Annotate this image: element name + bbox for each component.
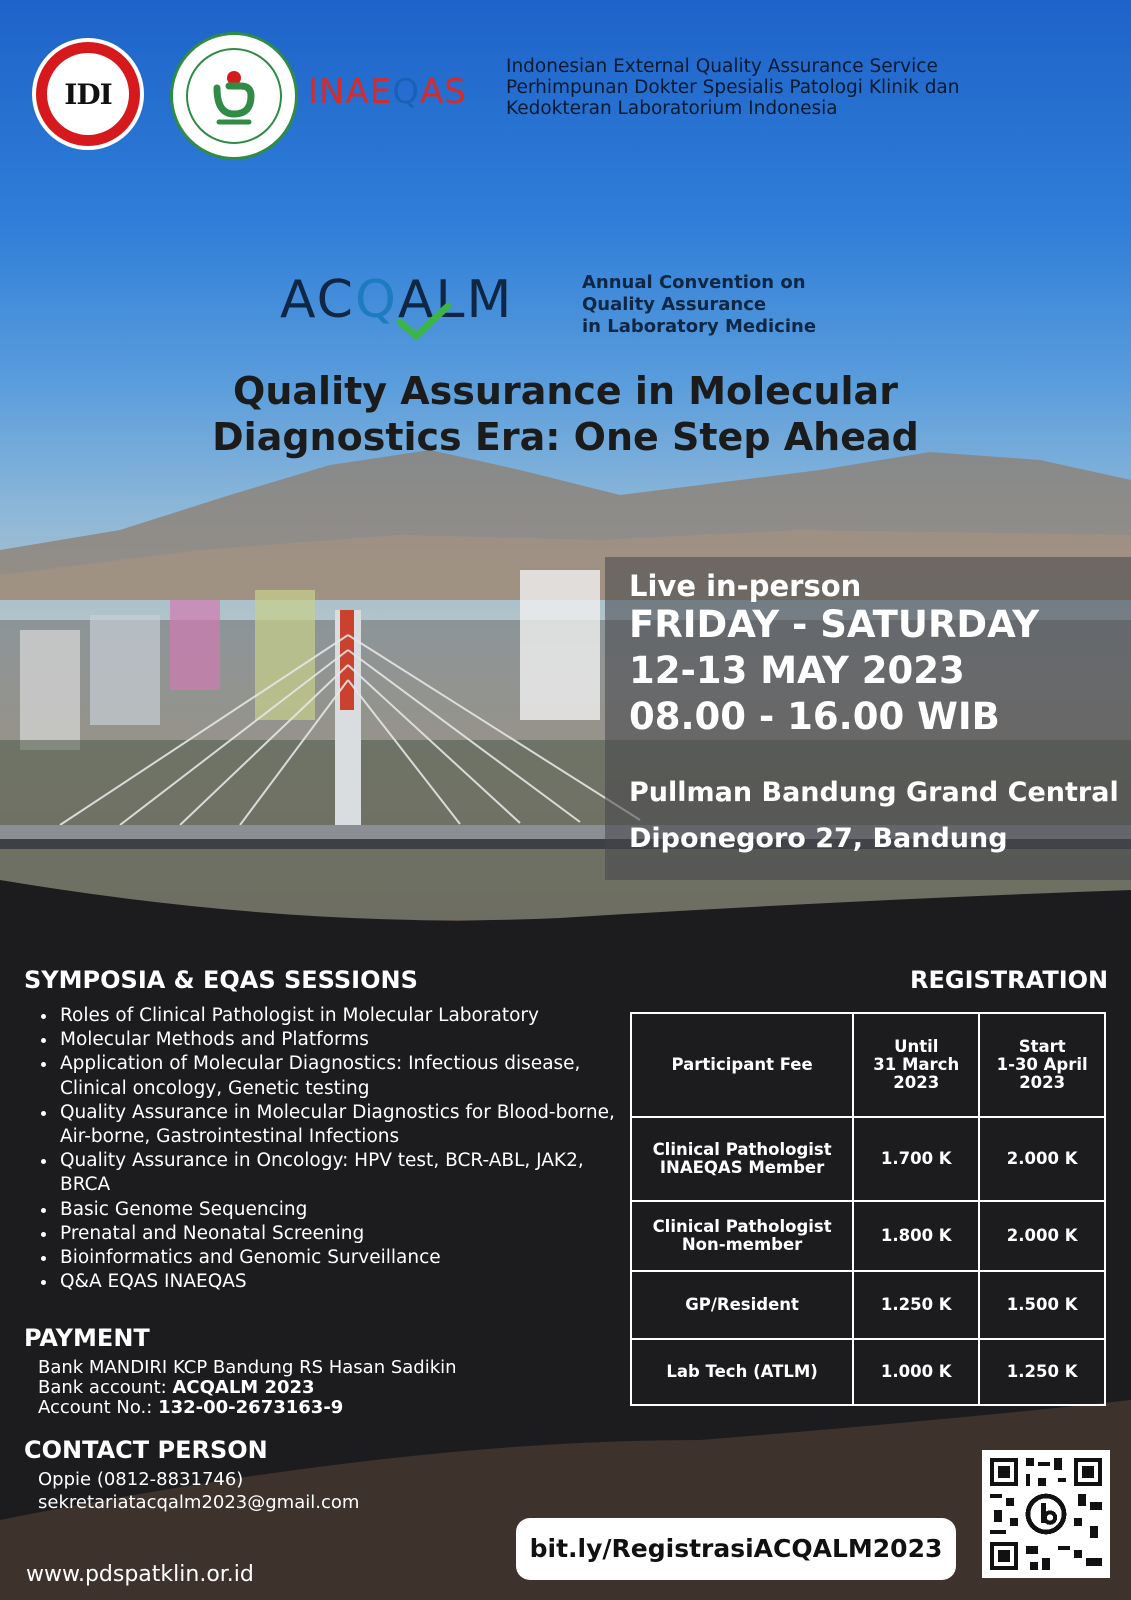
inaeqas-logo-q: Q xyxy=(392,72,420,112)
inaeqas-logo xyxy=(308,72,467,112)
header-line: 31 March xyxy=(873,1055,960,1074)
event-venue: Pullman Bandung Grand Central xyxy=(629,777,1119,808)
event-time: 08.00 - 16.00 WIB xyxy=(629,695,1000,738)
contact-name-phone: Oppie (0812-8831746) xyxy=(38,1469,244,1490)
header-line: 1-30 April xyxy=(996,1055,1088,1074)
event-address: Diponegoro 27, Bandung xyxy=(629,823,1008,854)
acqalm-subtitle-line: in Laboratory Medicine xyxy=(582,316,817,337)
symposia-item: • Application of Molecular Diagnostics: Infectious disease, Clinical oncology, Genetic testing xyxy=(58,1052,618,1100)
org-line: Perhimpunan Dokter Spesialis Patologi Klinik dan xyxy=(506,77,960,98)
pdspatklin-symbol-icon xyxy=(207,66,261,126)
table-cell-category xyxy=(631,1201,853,1271)
category-line: Clinical Pathologist xyxy=(652,1140,832,1159)
header-line: Start xyxy=(1018,1037,1066,1056)
payment-account-row xyxy=(38,1378,457,1398)
inaeqas-logo-part: AS xyxy=(419,72,467,112)
table-cell-late-fee: 2.000 K xyxy=(979,1117,1105,1201)
org-line: Kedokteran Laboratorium Indonesia xyxy=(506,98,838,119)
idi-logo-text: IDI xyxy=(47,53,129,135)
organization-names xyxy=(506,56,1106,119)
table-row xyxy=(631,1117,1105,1201)
table-row xyxy=(631,1271,1105,1339)
payment-account-label: Bank account: xyxy=(38,1377,167,1398)
header-line: 2023 xyxy=(1019,1073,1066,1092)
qr-code-icon[interactable] xyxy=(982,1450,1110,1578)
payment-heading: PAYMENT xyxy=(24,1324,150,1352)
payment-bank: Bank MANDIRI KCP Bandung RS Hasan Sadikin xyxy=(38,1357,457,1378)
event-title-line: Diagnostics Era: One Step Ahead xyxy=(212,415,919,459)
symposia-item: • Molecular Methods and Platforms xyxy=(58,1028,618,1052)
org-line: Indonesian External Quality Assurance Service xyxy=(506,56,938,77)
table-header-cell xyxy=(979,1013,1105,1117)
payment-number-label: Account No.: xyxy=(38,1397,153,1418)
symposia-item: • Basic Genome Sequencing xyxy=(58,1198,618,1222)
symposia-item: • Q&A EQAS INAEQAS xyxy=(58,1270,618,1294)
acqalm-subtitle xyxy=(582,272,842,338)
event-format: Live in-person xyxy=(629,569,862,603)
table-cell-category xyxy=(631,1117,853,1201)
table-cell-early-fee: 1.000 K xyxy=(853,1339,979,1405)
table-cell-late-fee: 1.250 K xyxy=(979,1339,1105,1405)
event-title-line: Quality Assurance in Molecular xyxy=(233,369,898,413)
acqalm-subtitle-line: Annual Convention on xyxy=(582,272,806,293)
symposia-item: • Roles of Clinical Pathologist in Molecular Laboratory xyxy=(58,1004,618,1028)
symposia-list xyxy=(38,1004,618,1294)
table-cell-category: GP/Resident xyxy=(631,1271,853,1339)
symposia-item: • Prenatal and Neonatal Screening xyxy=(58,1222,618,1246)
pdspatklin-logo xyxy=(170,32,298,160)
symposia-item: • Bioinformatics and Genomic Surveillance xyxy=(58,1246,618,1270)
registration-heading: REGISTRATION xyxy=(910,966,1109,994)
category-line: Clinical Pathologist xyxy=(652,1217,832,1236)
table-cell-late-fee: 2.000 K xyxy=(979,1201,1105,1271)
website-url[interactable]: www.pdspatklin.or.id xyxy=(26,1562,254,1587)
event-days: FRIDAY - SATURDAY xyxy=(629,603,1040,646)
payment-account-name: ACQALM 2023 xyxy=(172,1377,315,1398)
header-line: 2023 xyxy=(893,1073,940,1092)
acqalm-subtitle-line: Quality Assurance xyxy=(582,294,767,315)
symposia-item: • Quality Assurance in Oncology: HPV test, BCR-ABL, JAK2, BRCA xyxy=(58,1149,618,1197)
table-cell-category: Lab Tech (ATLM) xyxy=(631,1339,853,1405)
contact-details xyxy=(38,1468,359,1514)
header-line: Until xyxy=(894,1037,939,1056)
table-header-row xyxy=(631,1013,1105,1117)
event-date: 12-13 MAY 2023 xyxy=(629,649,965,692)
acqalm-logo-part: AC xyxy=(280,270,355,330)
payment-number-row xyxy=(38,1398,457,1418)
table-cell-early-fee: 1.250 K xyxy=(853,1271,979,1339)
acqalm-logo-part: ALM xyxy=(397,270,514,330)
table-cell-early-fee: 1.800 K xyxy=(853,1201,979,1271)
pdspatklin-emblem-icon xyxy=(186,48,282,144)
payment-details xyxy=(38,1358,457,1418)
inaeqas-logo-part: INAE xyxy=(308,72,393,112)
category-line: INAEQAS Member xyxy=(659,1158,825,1177)
symposia-heading: SYMPOSIA & EQAS SESSIONS xyxy=(24,966,418,994)
table-header-cell xyxy=(853,1013,979,1117)
registration-link-button[interactable]: bit.ly/RegistrasiACQALM2023 xyxy=(516,1518,956,1580)
acqalm-logo-q: Q xyxy=(354,270,398,330)
event-details-box xyxy=(605,557,1131,880)
table-cell-late-fee: 1.500 K xyxy=(979,1271,1105,1339)
check-icon xyxy=(394,300,454,344)
table-header-cell: Participant Fee xyxy=(631,1013,853,1117)
idi-logo xyxy=(32,38,144,150)
table-cell-early-fee: 1.700 K xyxy=(853,1117,979,1201)
table-row xyxy=(631,1201,1105,1271)
contact-heading: CONTACT PERSON xyxy=(24,1436,268,1464)
category-line: Non-member xyxy=(681,1235,803,1254)
contact-email[interactable]: sekretariatacqalm2023@gmail.com xyxy=(38,1492,360,1513)
table-row xyxy=(631,1339,1105,1405)
payment-account-number: 132-00-2673163-9 xyxy=(158,1397,344,1418)
symposia-item: • Quality Assurance in Molecular Diagnostics for Blood-borne, Air-borne, Gastrointestinal Infections xyxy=(58,1101,618,1149)
registration-fee-table xyxy=(630,1012,1106,1406)
event-title xyxy=(0,368,1131,460)
